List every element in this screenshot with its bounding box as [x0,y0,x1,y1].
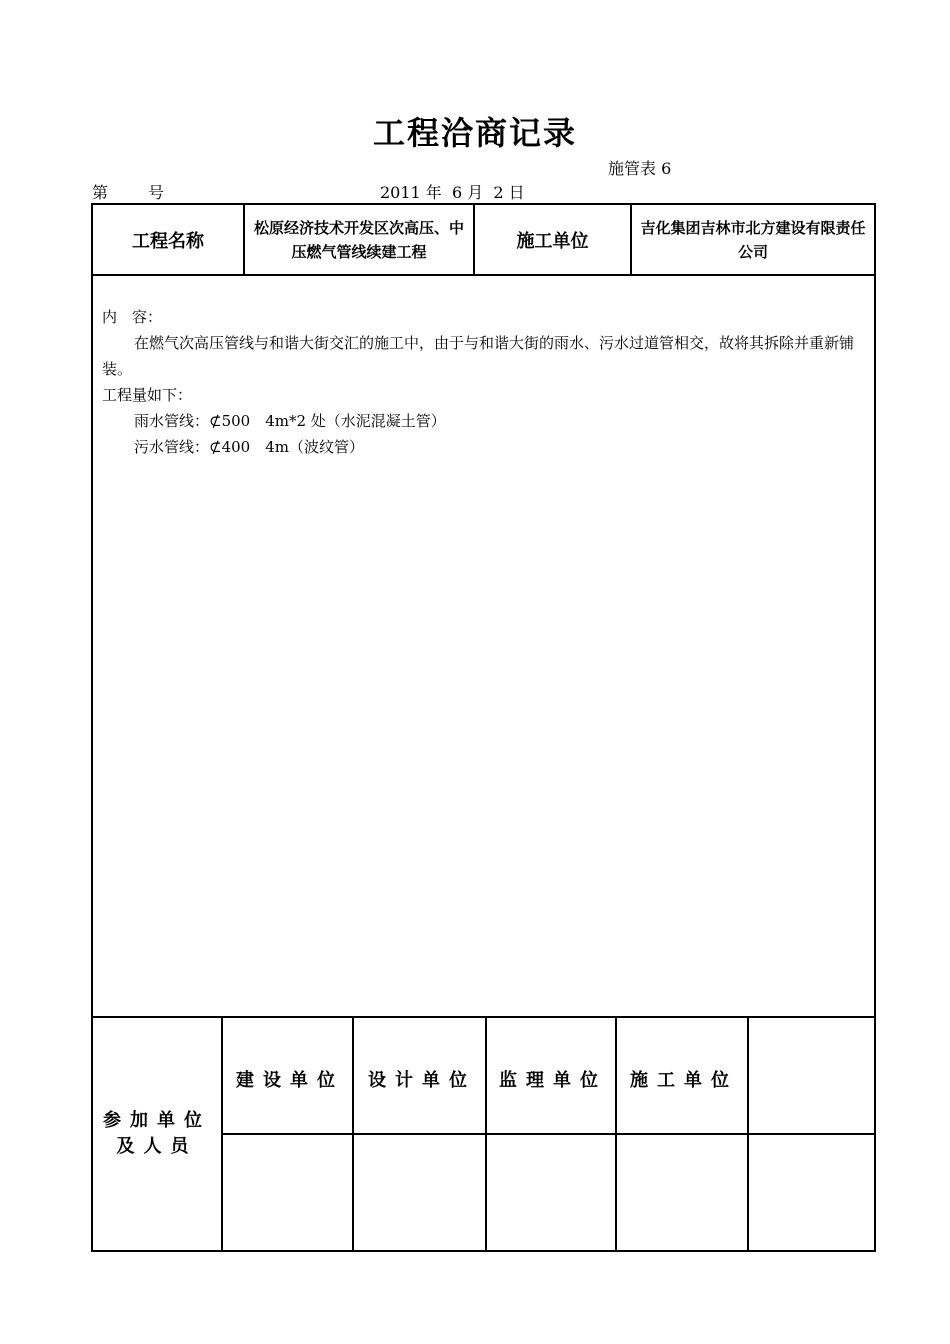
signature-column-design: 设计单位 [368,1070,476,1091]
signature-divider-5 [747,1016,749,1252]
construction-unit-value: 吉化集团吉林市北方建设有限责任公司 [640,218,866,261]
quantity-item-rainwater: 雨水管线：⊄500 4m*2 处（水泥混凝土管） [134,412,446,430]
signature-divider-3 [485,1016,487,1252]
quantities-label: 工程量如下： [102,386,193,404]
signature-row-divider [221,1133,876,1135]
signature-divider-2 [352,1016,354,1252]
table-border-left [91,203,93,1252]
content-paragraph: 在燃气次高压管线与和谐大街交汇的施工中，由于与和谐大街的雨水、污水过道管相交，故将其拆除并重新铺装。 [102,334,855,378]
participants-label [92,1108,222,1160]
serial-label-suffix: 号 [148,183,165,202]
content-row-divider [91,1016,876,1018]
serial-label-prefix: 第 [92,183,109,202]
project-name-label: 工程名称 [132,230,204,252]
serial-number [92,180,164,203]
header-row-divider [91,274,876,276]
signature-column-owner: 建设单位 [236,1070,344,1091]
project-name-value: 松原经济技术开发区次高压、中压燃气管线续建工程 [253,218,464,261]
signature-column-supervision: 监理单位 [499,1070,607,1091]
participants-label-line2: 及人员 [116,1136,198,1157]
table-border-bottom [91,1250,876,1252]
record-date: 2011 年 6 月 2 日 [380,183,525,202]
construction-unit-label: 施工单位 [516,230,589,252]
signature-divider-4 [615,1016,617,1252]
quantity-item-sewage: 污水管线：⊄400 4m（波纹管） [134,438,364,456]
header-divider-3 [630,203,632,276]
header-divider-1 [243,203,245,276]
signature-column-construction: 施工单位 [630,1070,738,1091]
participants-label-line1: 参加单位 [103,1110,211,1131]
table-border-right [874,203,876,1252]
negotiation-content [102,304,866,460]
page-title: 工程洽商记录 [372,114,577,152]
content-label: 内 容： [102,308,163,326]
form-number: 施管表 6 [608,159,672,178]
